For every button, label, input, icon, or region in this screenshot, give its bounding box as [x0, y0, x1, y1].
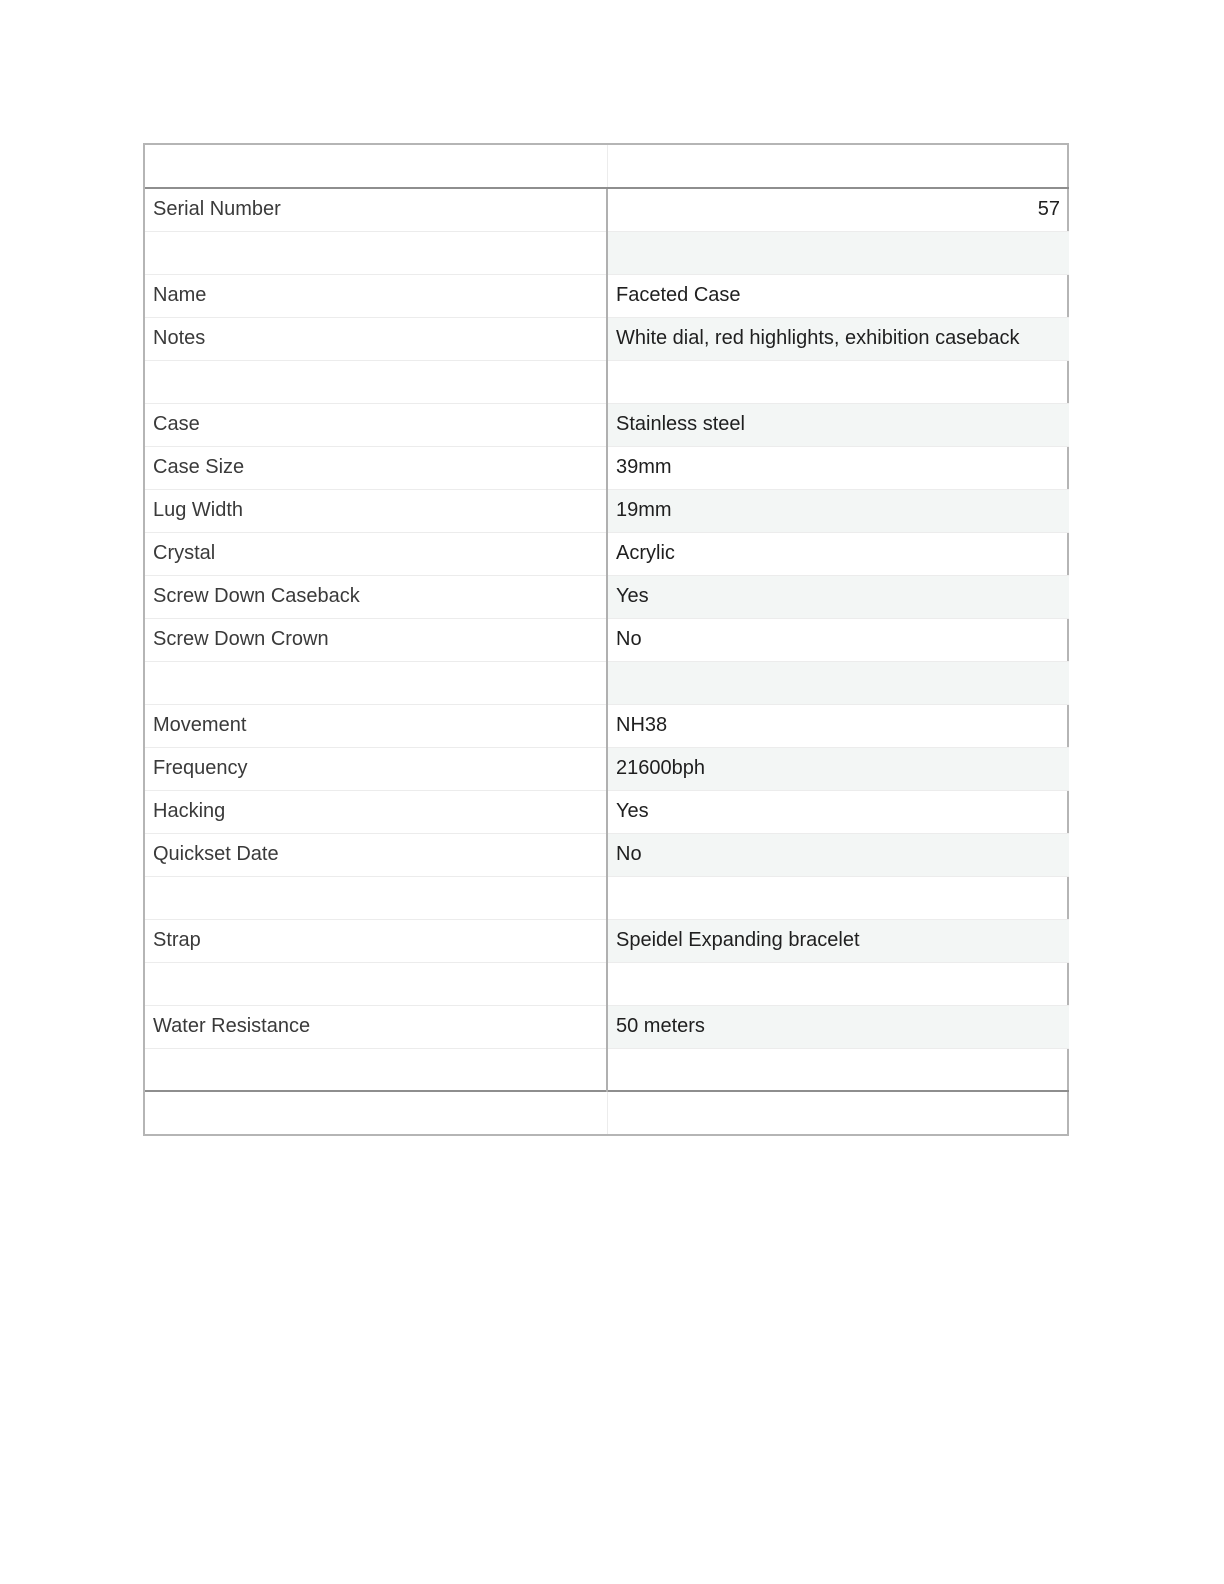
- blank-cell: [607, 876, 1069, 919]
- table-row-blank: [145, 962, 1069, 1005]
- screw-down-crown-value: No: [607, 618, 1069, 661]
- notes-label: Notes: [145, 317, 607, 360]
- blank-cell: [145, 360, 607, 403]
- name-value: Faceted Case: [607, 274, 1069, 317]
- table-row-crystal: [145, 532, 1069, 575]
- header-cell-value: [607, 145, 1069, 188]
- serial-number-value: 57: [607, 188, 1069, 231]
- table-row-blank: [145, 231, 1069, 274]
- table-row-notes: [145, 317, 1069, 360]
- spec-sheet: [143, 143, 1069, 1136]
- frequency-label: Frequency: [145, 747, 607, 790]
- blank-cell: [145, 231, 607, 274]
- lug-width-label: Lug Width: [145, 489, 607, 532]
- table-row-screw-down-crown: [145, 618, 1069, 661]
- table-row-lug-width: [145, 489, 1069, 532]
- blank-cell: [607, 1048, 1069, 1091]
- spec-table: [145, 145, 1069, 1134]
- quickset-date-value: No: [607, 833, 1069, 876]
- case-size-label: Case Size: [145, 446, 607, 489]
- header-cell-label: [145, 145, 607, 188]
- blank-cell: [607, 962, 1069, 1005]
- strap-label: Strap: [145, 919, 607, 962]
- case-label: Case: [145, 403, 607, 446]
- table-row-case-size: [145, 446, 1069, 489]
- hacking-value: Yes: [607, 790, 1069, 833]
- crystal-value: Acrylic: [607, 532, 1069, 575]
- movement-value: NH38: [607, 704, 1069, 747]
- strap-value: Speidel Expanding bracelet: [607, 919, 1069, 962]
- frequency-value: 21600bph: [607, 747, 1069, 790]
- table-row-case: [145, 403, 1069, 446]
- water-resistance-value: 50 meters: [607, 1005, 1069, 1048]
- table-row-quickset-date: [145, 833, 1069, 876]
- lug-width-value: 19mm: [607, 489, 1069, 532]
- case-size-value: 39mm: [607, 446, 1069, 489]
- screw-down-caseback-value: Yes: [607, 575, 1069, 618]
- table-row-blank: [145, 661, 1069, 704]
- serial-number-label: Serial Number: [145, 188, 607, 231]
- hacking-label: Hacking: [145, 790, 607, 833]
- table-row-blank: [145, 1048, 1069, 1091]
- footer-cell-value: [607, 1091, 1069, 1134]
- blank-cell: [145, 962, 607, 1005]
- table-row-name: [145, 274, 1069, 317]
- table-row-blank: [145, 876, 1069, 919]
- notes-value: White dial, red highlights, exhibition caseback: [607, 317, 1069, 360]
- name-label: Name: [145, 274, 607, 317]
- blank-cell: [145, 661, 607, 704]
- header-row: [145, 145, 1069, 188]
- table-row-hacking: [145, 790, 1069, 833]
- table-row-frequency: [145, 747, 1069, 790]
- quickset-date-label: Quickset Date: [145, 833, 607, 876]
- movement-label: Movement: [145, 704, 607, 747]
- screw-down-crown-label: Screw Down Crown: [145, 618, 607, 661]
- table-row-serial-number: [145, 188, 1069, 231]
- footer-cell-label: [145, 1091, 607, 1134]
- blank-cell: [145, 876, 607, 919]
- case-value: Stainless steel: [607, 403, 1069, 446]
- screw-down-caseback-label: Screw Down Caseback: [145, 575, 607, 618]
- crystal-label: Crystal: [145, 532, 607, 575]
- table-row-screw-down-caseback: [145, 575, 1069, 618]
- blank-cell: [607, 360, 1069, 403]
- table-row-blank: [145, 360, 1069, 403]
- blank-cell: [145, 1048, 607, 1091]
- table-row-strap: [145, 919, 1069, 962]
- table-row-water-resistance: [145, 1005, 1069, 1048]
- water-resistance-label: Water Resistance: [145, 1005, 607, 1048]
- footer-row: [145, 1091, 1069, 1134]
- blank-cell: [607, 231, 1069, 274]
- table-row-movement: [145, 704, 1069, 747]
- blank-cell: [607, 661, 1069, 704]
